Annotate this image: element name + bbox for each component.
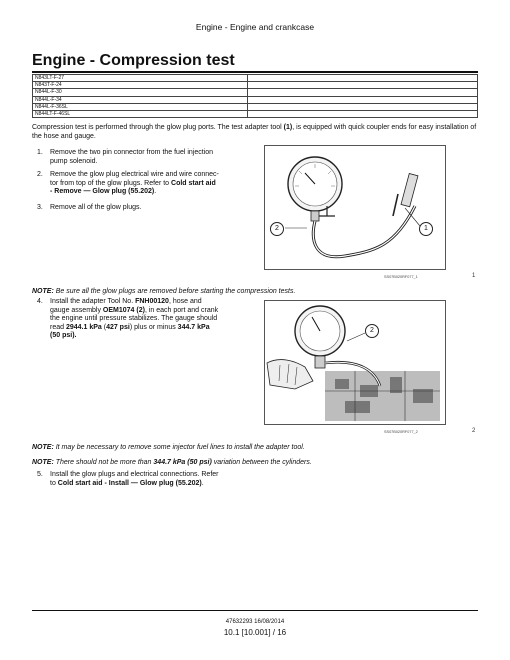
model-cell: N844L-F-36SL: [33, 103, 248, 110]
footer-rule: [32, 610, 478, 611]
model-cell: N844L-F-30: [33, 89, 248, 96]
table-row: [33, 96, 478, 103]
table-row: [33, 103, 478, 110]
callout-1: 1: [419, 222, 433, 236]
model-cell: N843T-F-24: [33, 82, 248, 89]
callout-2: 2: [365, 324, 379, 338]
figure-1-number: 1: [472, 273, 476, 279]
figure-2-image: [264, 300, 446, 425]
step-3: 3. Remove all of the glow plugs.: [37, 204, 142, 211]
model-table: [32, 74, 478, 118]
figure-1-image: [264, 145, 446, 270]
gauge-hose-illustration: [265, 146, 445, 269]
table-row: [33, 110, 478, 117]
page-title: Engine - Compression test: [32, 52, 235, 69]
figure-2-caption: SS07B020RF077_2: [384, 430, 418, 434]
step-1: 1. Remove the two pin connector from the fuel injection pump solenoid.: [37, 149, 214, 165]
model-cell: N844LT-F-46SL: [33, 110, 248, 117]
figure-2-number: 2: [472, 428, 476, 434]
footer-doc-id: 47632293 16/08/2014: [225, 619, 285, 625]
figure-1-caption: SS07B020RF077_1: [384, 275, 418, 279]
table-row: [33, 75, 478, 82]
page-header: Engine - Engine and crankcase: [195, 22, 315, 32]
table-row: [33, 82, 478, 89]
model-cell: N843LT-F-27: [33, 75, 248, 82]
intro-paragraph: Compression test is performed through the glow plug ports. The test adapter tool (1), is equipped with quick coupler ends for easy installation of the hose and gauge.: [32, 124, 477, 140]
step-4: 4. Install the adapter Tool No. FNH00120, hose and gauge assembly OEM1074 (2), in each port and crank the engine until pressure stabilizes. The gauge should read 2944.1 kPa (427 psi) plus or minus 344.7 kPa (50 psi).: [37, 298, 219, 340]
step-5: 5. Install the glow plugs and electrical connections. Refer to Cold start aid - Install — Glow plug (55.202).: [37, 471, 219, 487]
model-cell: N844L-F-34: [33, 96, 248, 103]
step-2: 2. Remove the glow plug electrical wire and wire connec- tor from top of the glow plugs. Refer to Cold start aid - Remove — Glow plug (55.202).: [37, 171, 219, 196]
note-1: NOTE: Be sure all the glow plugs are removed before starting the compression tests.: [32, 288, 296, 295]
gauge-installed-illustration: [265, 301, 445, 424]
callout-2: 2: [270, 222, 284, 236]
title-rule: [32, 71, 478, 73]
note-2: NOTE: It may be necessary to remove some injector fuel lines to install the adapter tool.: [32, 444, 305, 451]
footer-page-number: 10.1 [10.001] / 16: [223, 628, 287, 637]
table-row: [33, 89, 478, 96]
note-3: NOTE: There should not be more than 344.7 kPa (50 psi) variation between the cylinders.: [32, 459, 312, 466]
